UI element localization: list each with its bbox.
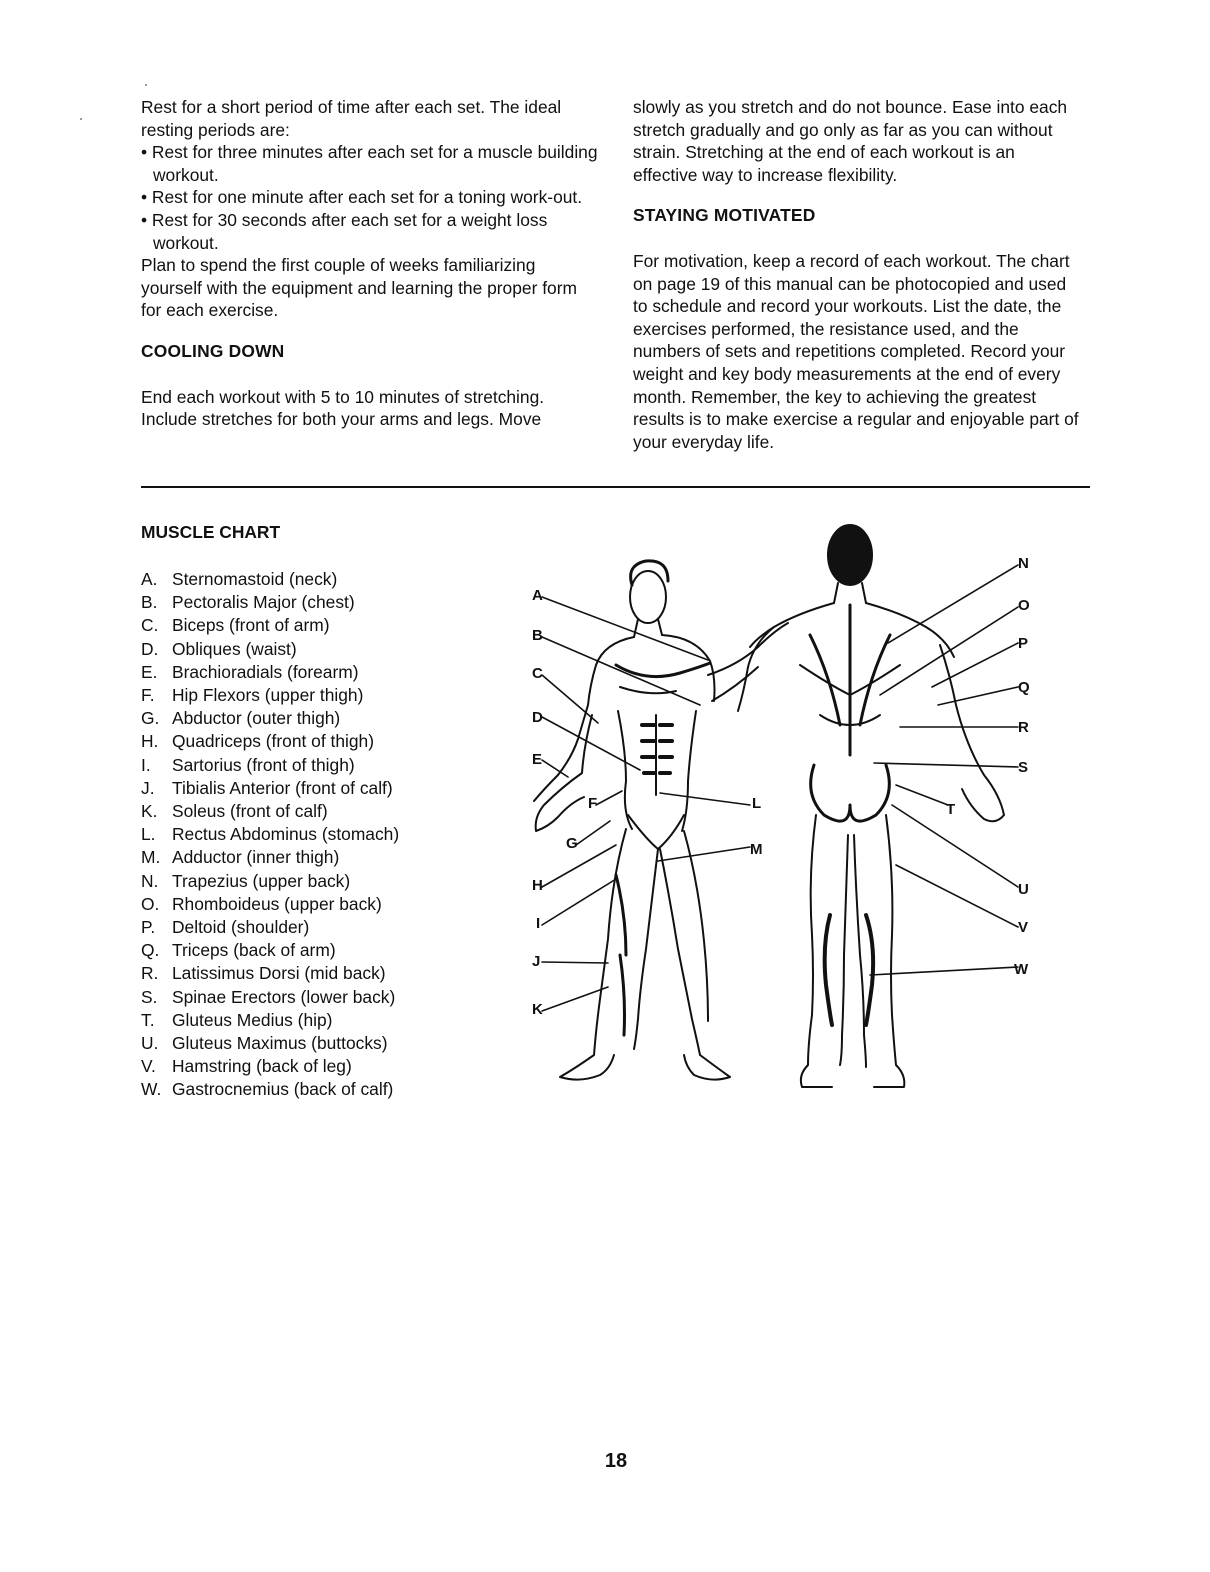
muscle-name: Hip Flexors (upper thigh) <box>172 685 364 706</box>
staying-motivated-heading: STAYING MOTIVATED <box>633 205 816 226</box>
callout-label-a: A <box>532 587 543 604</box>
muscle-letter: H. <box>141 731 159 752</box>
callout-label-n: N <box>1018 555 1029 572</box>
list-item <box>141 638 399 661</box>
list-item <box>141 1078 399 1101</box>
list-item <box>141 661 399 684</box>
muscle-name: Quadriceps (front of thigh) <box>172 731 375 752</box>
scan-speck <box>80 118 82 120</box>
list-item <box>141 986 399 1009</box>
list-item <box>141 754 399 777</box>
list-item <box>141 916 399 939</box>
list-item <box>141 591 399 614</box>
plan-paragraph: Plan to spend the first couple of weeks familiarizing yourself with the equipment and learning the proper form for each exercise. <box>141 255 577 321</box>
list-item <box>141 1032 399 1055</box>
muscle-letter: Q. <box>141 940 160 961</box>
left-column <box>141 96 601 431</box>
muscle-name: Gluteus Medius (hip) <box>172 1009 333 1030</box>
list-item <box>141 962 399 985</box>
muscle-name: Biceps (front of arm) <box>172 615 330 636</box>
muscle-letter: J. <box>141 777 155 798</box>
scan-speck <box>145 84 147 86</box>
muscle-name: Tibialis Anterior (front of calf) <box>172 777 393 798</box>
cooling-down-text: End each workout with 5 to 10 minutes of stretching. Include stretches for both your arms and legs. Move <box>141 386 545 430</box>
rest-intro: Rest for a short period of time after each set. The ideal resting periods are: <box>141 97 562 140</box>
muscle-letter: N. <box>141 870 159 891</box>
muscle-name: Triceps (back of arm) <box>172 940 336 961</box>
rest-bullet-1: • Rest for three minutes after each set for a muscle building workout. <box>141 142 598 185</box>
muscle-name: Trapezius (upper back) <box>172 870 351 891</box>
muscle-letter: M. <box>141 847 161 868</box>
muscle-letter: D. <box>141 638 159 659</box>
callout-label-q: Q <box>1018 679 1030 696</box>
callout-label-g: G <box>566 835 578 852</box>
motivation-paragraph: For motivation, keep a record of each workout. The chart on page 19 of this manual can be photocopied and used to schedule and record your workouts. List the date, the exercises performed, the resistance used, and the numbers of sets and repetitions completed. Record your weight and key body measurements at the end of every month. Remember, the key to achieving the greatest results is to make exercise a regular and enjoyable part of your everyday life. <box>633 250 1079 452</box>
muscle-name: Spinae Erectors (lower back) <box>172 986 396 1007</box>
muscle-letter: B. <box>141 592 158 613</box>
back-body-figure <box>738 525 1004 1087</box>
muscle-letter: C. <box>141 615 159 636</box>
muscle-name: Brachioradials (forearm) <box>172 661 359 682</box>
muscle-name: Latissimus Dorsi (mid back) <box>172 963 386 984</box>
muscle-letter: P. <box>141 917 156 938</box>
muscle-name: Adductor (inner thigh) <box>172 847 340 868</box>
list-item <box>141 568 399 591</box>
list-item <box>141 870 399 893</box>
list-item <box>141 1009 399 1032</box>
callout-label-r: R <box>1018 719 1029 736</box>
list-item <box>141 730 399 753</box>
muscle-letter: O. <box>141 893 160 914</box>
list-item <box>141 823 399 846</box>
muscle-name: Rectus Abdominus (stomach) <box>172 824 400 845</box>
muscle-name: Abductor (outer thigh) <box>172 708 341 729</box>
callout-label-i: I <box>536 915 541 932</box>
callout-label-l: L <box>752 795 762 812</box>
front-body-figure <box>534 561 788 1080</box>
muscle-name: Gluteus Maximus (buttocks) <box>172 1033 388 1054</box>
list-item <box>141 614 399 637</box>
list-item <box>141 800 399 823</box>
callout-label-f: F <box>588 795 598 812</box>
callout-label-p: P <box>1018 635 1029 652</box>
muscle-letter: F. <box>141 685 155 706</box>
anatomy-figures-drawing <box>520 515 1060 1105</box>
callout-label-v: V <box>1018 919 1029 936</box>
callout-label-t: T <box>946 801 956 818</box>
callout-label-d: D <box>532 709 543 726</box>
callout-label-h: H <box>532 877 543 894</box>
muscle-list <box>141 568 399 1102</box>
stretch-paragraph: slowly as you stretch and do not bounce. Ease into each stretch gradually and go only as far as you can without strain. Stretching at the end of each workout is an effective way to increase flexibility. <box>633 97 1068 185</box>
callout-label-m: M <box>750 841 763 858</box>
callout-label-e: E <box>532 751 543 768</box>
muscle-letter: G. <box>141 708 160 729</box>
list-item <box>141 939 399 962</box>
muscle-name: Sartorius (front of thigh) <box>172 754 355 775</box>
callout-label-j: J <box>532 953 541 970</box>
muscle-chart-title: MUSCLE CHART <box>141 522 281 542</box>
muscle-letter: U. <box>141 1033 159 1054</box>
rest-bullet-2: • Rest for one minute after each set for a toning work-out. <box>141 187 583 208</box>
callout-label-u: U <box>1018 881 1029 898</box>
cooling-down-heading: COOLING DOWN <box>141 340 285 361</box>
muscle-letter: S. <box>141 986 158 1007</box>
rest-bullet-3: • Rest for 30 seconds after each set for a weight loss workout. <box>141 209 548 253</box>
muscle-letter: E. <box>141 661 158 682</box>
list-item <box>141 893 399 916</box>
muscle-illustration <box>520 515 1060 1105</box>
muscle-name: Sternomastoid (neck) <box>172 569 338 589</box>
callout-label-k: K <box>532 1001 543 1018</box>
list-item <box>141 1055 399 1078</box>
muscle-letter: V. <box>141 1056 156 1077</box>
muscle-name: Deltoid (shoulder) <box>172 917 310 938</box>
list-item <box>141 684 399 707</box>
muscle-letter: R. <box>141 963 159 984</box>
callout-label-w: W <box>1014 961 1029 978</box>
right-column <box>633 96 1083 453</box>
muscle-name: Obliques (waist) <box>172 638 297 659</box>
muscle-letter: L. <box>141 824 156 845</box>
muscle-letter: T. <box>141 1009 155 1030</box>
callout-label-b: B <box>532 627 543 644</box>
muscle-letter: K. <box>141 801 158 822</box>
muscle-letter: W. <box>141 1079 162 1100</box>
muscle-name: Pectoralis Major (chest) <box>172 592 355 613</box>
callout-lines <box>542 565 1018 1011</box>
callout-label-c: C <box>532 665 543 682</box>
list-item <box>141 777 399 800</box>
muscle-letter: A. <box>141 569 158 589</box>
section-divider <box>141 486 1090 488</box>
muscle-name: Hamstring (back of leg) <box>172 1056 352 1077</box>
muscle-name: Gastrocnemius (back of calf) <box>172 1079 394 1100</box>
muscle-name: Rhomboideus (upper back) <box>172 893 382 914</box>
page-number: 18 <box>604 1450 628 1472</box>
muscle-name: Soleus (front of calf) <box>172 801 328 822</box>
callout-label-o: O <box>1018 597 1030 614</box>
callout-label-s: S <box>1018 759 1029 776</box>
list-item <box>141 707 399 730</box>
muscle-letter: I. <box>141 754 151 775</box>
list-item <box>141 846 399 869</box>
